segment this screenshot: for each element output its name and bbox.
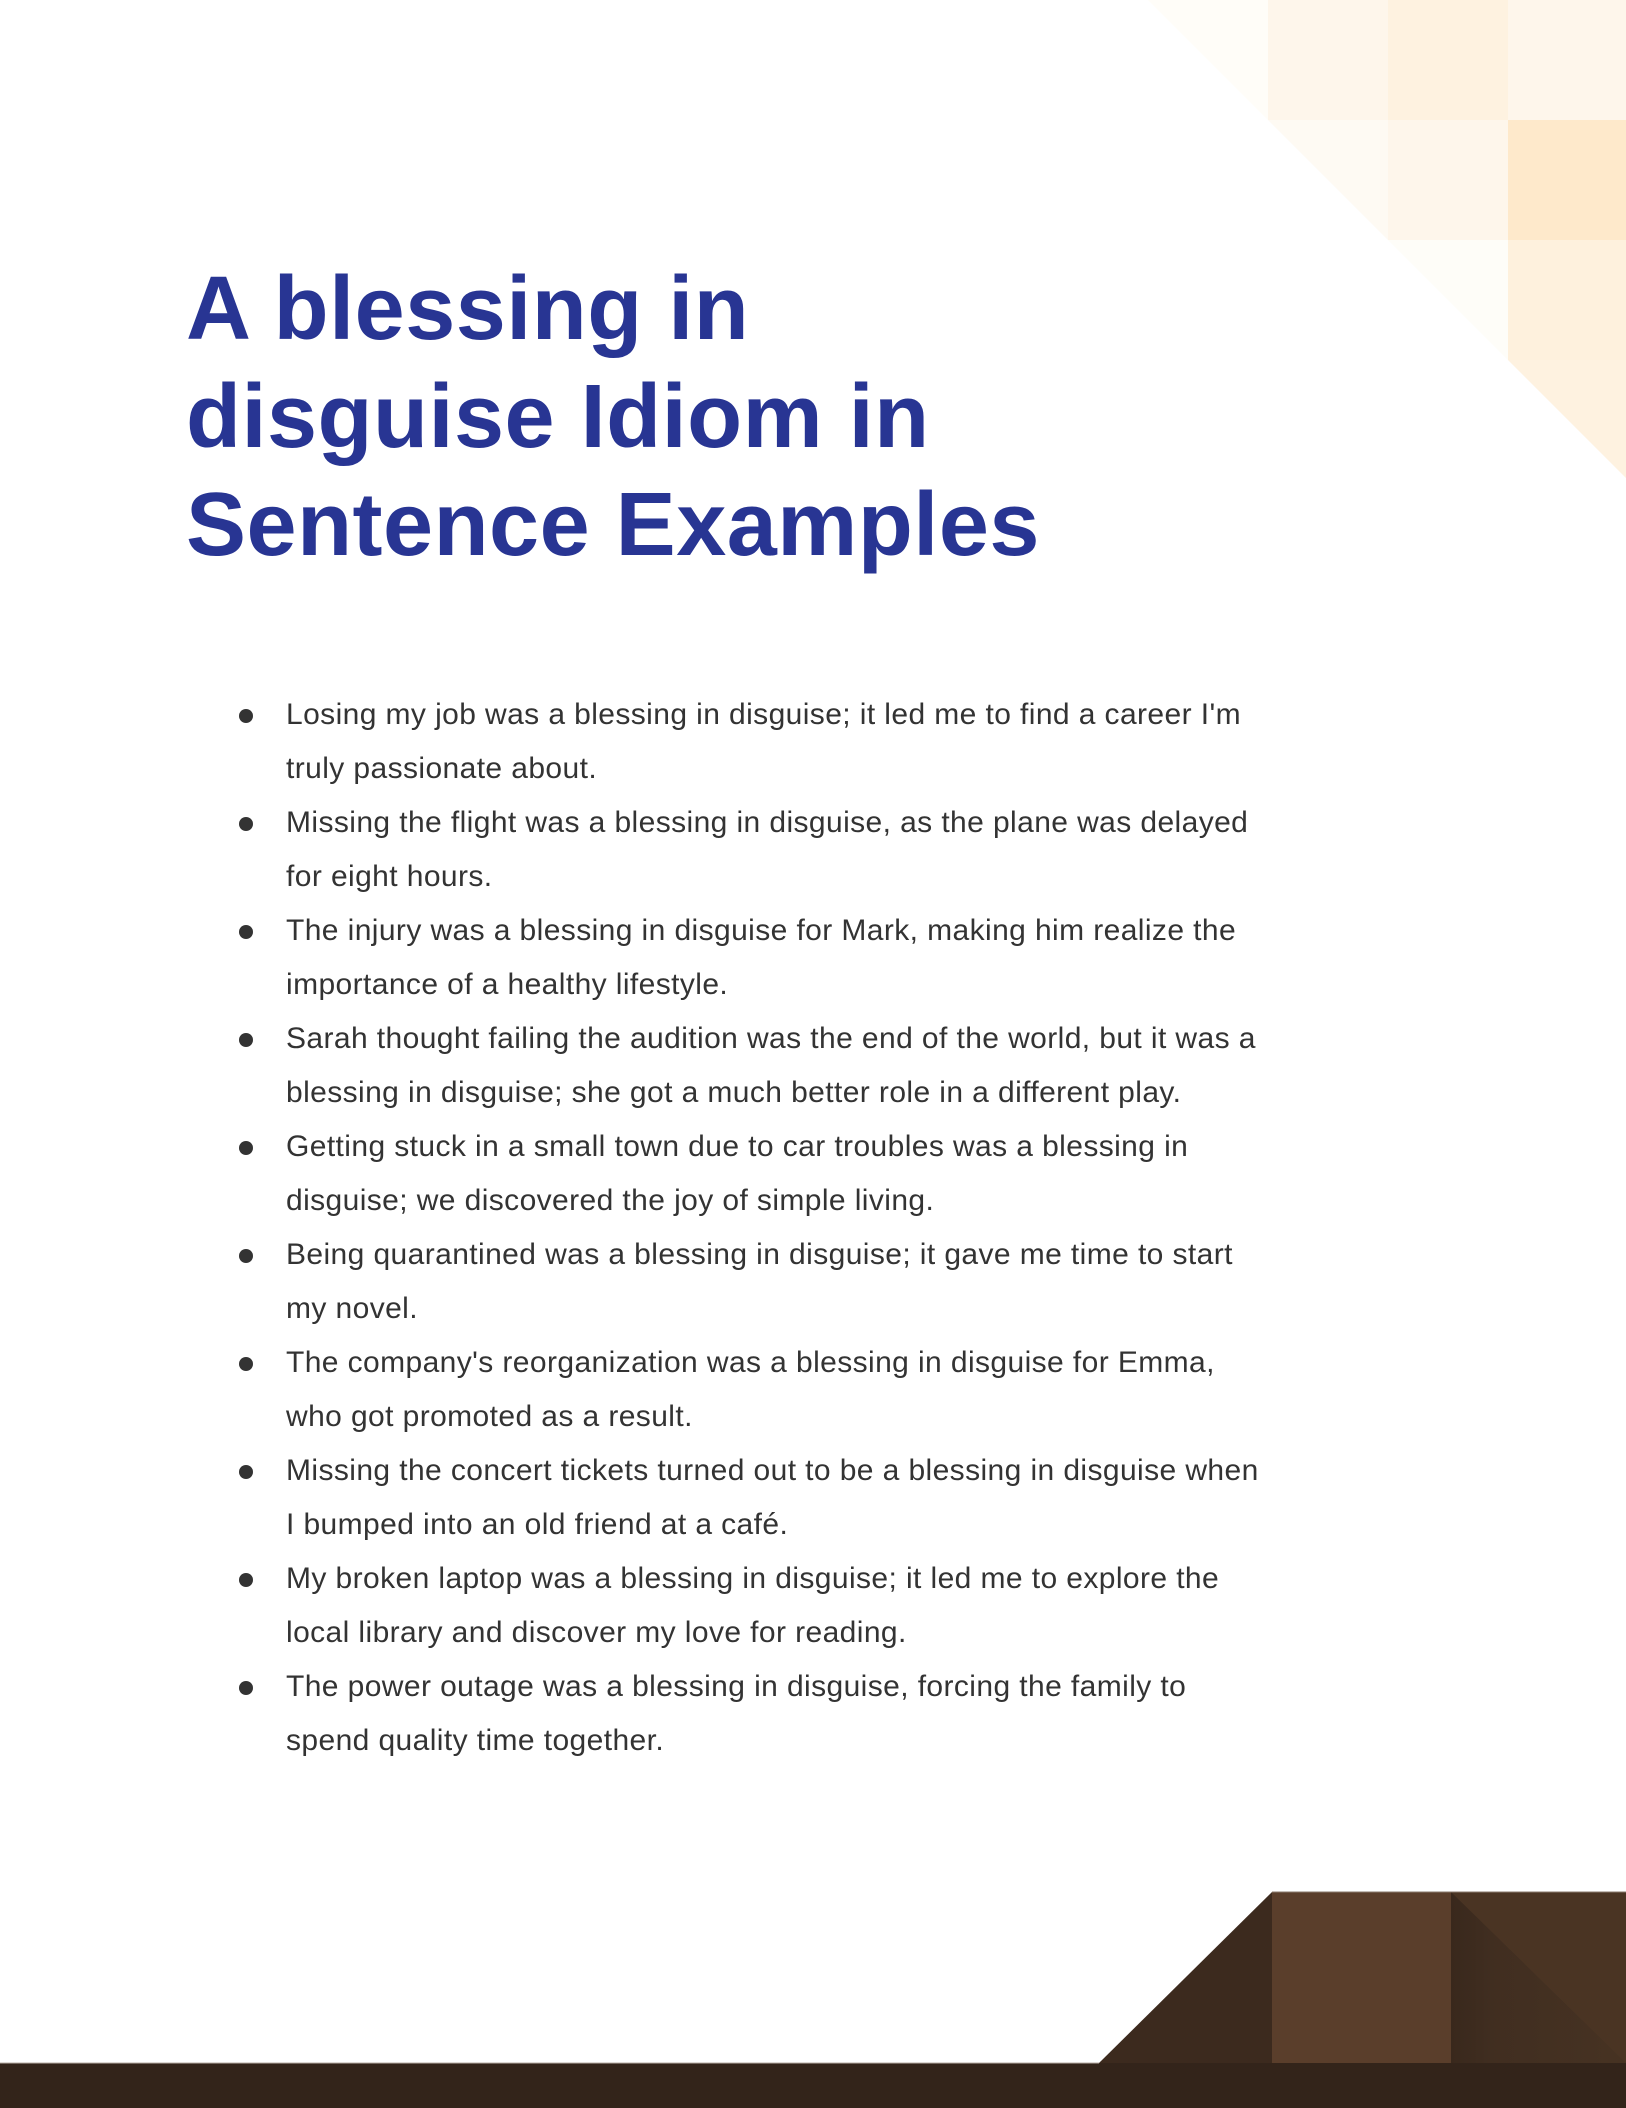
bullet-icon bbox=[239, 709, 253, 723]
list-item-text: importance of a healthy lifestyle. bbox=[286, 968, 729, 1001]
title-line: Sentence Examples bbox=[186, 475, 1040, 575]
bullet-icon bbox=[239, 1141, 253, 1155]
list-item bbox=[0, 1336, 1626, 1444]
bottom-decoration bbox=[0, 1880, 1626, 2108]
list-item-text: local library and discover my love for reading. bbox=[286, 1616, 907, 1649]
list-item bbox=[0, 1012, 1626, 1120]
bullet-icon bbox=[239, 817, 253, 831]
title-line: A blessing in bbox=[186, 259, 750, 359]
list-item-text: truly passionate about. bbox=[286, 752, 598, 785]
title-line: disguise Idiom in bbox=[186, 367, 930, 467]
list-item-text: My broken laptop was a blessing in disguise; it led me to explore the bbox=[286, 1562, 1220, 1595]
list-item-text: The injury was a blessing in disguise for Mark, making him realize the bbox=[286, 914, 1237, 947]
list-item-text: Being quarantined was a blessing in disguise; it gave me time to start bbox=[286, 1238, 1233, 1271]
list-item-text: who got promoted as a result. bbox=[286, 1400, 693, 1433]
list-item-text: disguise; we discovered the joy of simple living. bbox=[286, 1184, 935, 1217]
bullet-icon bbox=[239, 925, 253, 939]
list-item bbox=[0, 796, 1626, 904]
list-item-text: Missing the flight was a blessing in disguise, as the plane was delayed bbox=[286, 806, 1249, 839]
list-item-text: for eight hours. bbox=[286, 860, 493, 893]
bullet-icon bbox=[239, 1357, 253, 1371]
bullet-icon bbox=[239, 1249, 253, 1263]
list-item bbox=[0, 904, 1626, 1012]
list-item-text: Losing my job was a blessing in disguise; it led me to find a career I'm bbox=[286, 698, 1241, 731]
list-item-text: spend quality time together. bbox=[286, 1724, 665, 1757]
list-item bbox=[0, 1660, 1626, 1768]
list-item-text: The power outage was a blessing in disguise, forcing the family to bbox=[286, 1670, 1187, 1703]
list-item bbox=[0, 688, 1626, 796]
examples-list bbox=[0, 688, 1626, 1768]
list-item-text: my novel. bbox=[286, 1292, 418, 1325]
list-item bbox=[0, 1228, 1626, 1336]
list-item-text: The company's reorganization was a blessing in disguise for Emma, bbox=[286, 1346, 1215, 1379]
bullet-icon bbox=[239, 1465, 253, 1479]
list-item-text: I bumped into an old friend at a café. bbox=[286, 1508, 789, 1541]
list-item bbox=[0, 1444, 1626, 1552]
list-item-text: Missing the concert tickets turned out to be a blessing in disguise when bbox=[286, 1454, 1259, 1487]
list-item bbox=[0, 1120, 1626, 1228]
list-item-text: blessing in disguise; she got a much better role in a different play. bbox=[286, 1076, 1182, 1109]
bullet-icon bbox=[239, 1681, 253, 1695]
list-item bbox=[0, 1552, 1626, 1660]
page-title bbox=[186, 255, 1040, 579]
bullet-icon bbox=[239, 1033, 253, 1047]
list-item-text: Getting stuck in a small town due to car troubles was a blessing in bbox=[286, 1130, 1189, 1163]
list-item-text: Sarah thought failing the audition was the end of the world, but it was a bbox=[286, 1022, 1256, 1055]
bullet-icon bbox=[239, 1573, 253, 1587]
